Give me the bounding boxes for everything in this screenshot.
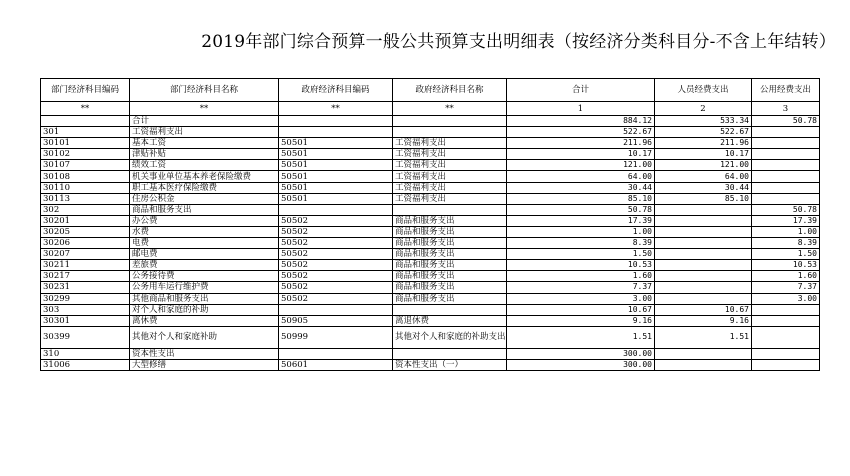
cell-gov-code <box>279 304 393 315</box>
header-cell: 政府经济科目编码 <box>279 79 393 102</box>
cell-code: 30107 <box>41 160 130 171</box>
cell-personnel <box>655 260 752 271</box>
cell-public <box>752 359 820 370</box>
cell-code: 30110 <box>41 182 130 193</box>
marker-cell: ** <box>393 102 507 116</box>
cell-name: 对个人和家庭的补助 <box>130 304 279 315</box>
table-row <box>41 149 820 160</box>
cell-total: 211.96 <box>507 138 655 149</box>
cell-gov-name: 商品和服务支出 <box>393 293 507 304</box>
cell-total: 1.51 <box>507 326 655 348</box>
table-row <box>41 238 820 249</box>
table-row <box>41 282 820 293</box>
cell-name: 津贴补贴 <box>130 149 279 160</box>
cell-total: 8.39 <box>507 238 655 249</box>
cell-code: 30211 <box>41 260 130 271</box>
cell-public <box>752 127 820 138</box>
cell-personnel: 10.67 <box>655 304 752 315</box>
cell-personnel: 10.17 <box>655 149 752 160</box>
cell-code: 30201 <box>41 215 130 226</box>
cell-gov-code: 50502 <box>279 249 393 260</box>
cell-gov-name <box>393 304 507 315</box>
cell-code: 30108 <box>41 171 130 182</box>
cell-gov-code: 50502 <box>279 282 393 293</box>
cell-name: 基本工资 <box>130 138 279 149</box>
cell-public: 17.39 <box>752 215 820 226</box>
cell-code: 30301 <box>41 315 130 326</box>
cell-total: 85.10 <box>507 193 655 204</box>
cell-total: 121.00 <box>507 160 655 171</box>
cell-gov-code <box>279 127 393 138</box>
cell-public: 10.53 <box>752 260 820 271</box>
cell-personnel: 9.16 <box>655 315 752 326</box>
cell-code: 30207 <box>41 249 130 260</box>
cell-code: 30217 <box>41 271 130 282</box>
cell-code: 30101 <box>41 138 130 149</box>
table-row <box>41 304 820 315</box>
cell-total: 300.00 <box>507 348 655 359</box>
cell-personnel <box>655 215 752 226</box>
cell-name: 商品和服务支出 <box>130 204 279 215</box>
table-row <box>41 293 820 304</box>
cell-total: 30.44 <box>507 182 655 193</box>
cell-name: 电费 <box>130 238 279 249</box>
cell-total: 10.53 <box>507 260 655 271</box>
marker-cell: ** <box>41 102 130 116</box>
cell-name: 其他商品和服务支出 <box>130 293 279 304</box>
cell-code: 30231 <box>41 282 130 293</box>
cell-personnel <box>655 271 752 282</box>
cell-gov-name: 工资福利支出 <box>393 160 507 171</box>
cell-name: 合计 <box>130 116 279 127</box>
cell-personnel: 1.51 <box>655 326 752 348</box>
table-body <box>41 79 820 371</box>
cell-gov-code: 50905 <box>279 315 393 326</box>
cell-gov-code: 50999 <box>279 326 393 348</box>
cell-public <box>752 315 820 326</box>
cell-public <box>752 171 820 182</box>
cell-gov-name: 商品和服务支出 <box>393 226 507 237</box>
marker-cell: 2 <box>655 102 752 116</box>
cell-personnel: 64.00 <box>655 171 752 182</box>
header-cell: 人员经费支出 <box>655 79 752 102</box>
header-cell: 部门经济科目编码 <box>41 79 130 102</box>
table-row <box>41 249 820 260</box>
cell-name: 差旅费 <box>130 260 279 271</box>
cell-gov-name <box>393 204 507 215</box>
table-row <box>41 204 820 215</box>
table-row <box>41 127 820 138</box>
cell-gov-name: 工资福利支出 <box>393 182 507 193</box>
cell-gov-name: 工资福利支出 <box>393 138 507 149</box>
cell-gov-name: 商品和服务支出 <box>393 249 507 260</box>
cell-code <box>41 116 130 127</box>
table-row <box>41 116 820 127</box>
cell-name: 办公费 <box>130 215 279 226</box>
cell-public: 50.78 <box>752 204 820 215</box>
cell-gov-name: 工资福利支出 <box>393 149 507 160</box>
cell-code: 303 <box>41 304 130 315</box>
cell-code: 30102 <box>41 149 130 160</box>
cell-gov-name: 离退休费 <box>393 315 507 326</box>
cell-personnel <box>655 359 752 370</box>
cell-personnel <box>655 226 752 237</box>
cell-gov-name <box>393 348 507 359</box>
cell-gov-name: 商品和服务支出 <box>393 238 507 249</box>
cell-personnel: 30.44 <box>655 182 752 193</box>
cell-total: 50.78 <box>507 204 655 215</box>
cell-personnel <box>655 293 752 304</box>
cell-total: 17.39 <box>507 215 655 226</box>
cell-gov-code: 50601 <box>279 359 393 370</box>
cell-code: 30399 <box>41 326 130 348</box>
cell-personnel <box>655 204 752 215</box>
marker-cell: 3 <box>752 102 820 116</box>
table-row <box>41 348 820 359</box>
marker-row <box>41 102 820 116</box>
cell-gov-name <box>393 127 507 138</box>
table-row <box>41 315 820 326</box>
cell-gov-code: 50501 <box>279 171 393 182</box>
cell-public <box>752 193 820 204</box>
cell-code: 30113 <box>41 193 130 204</box>
cell-name: 其他对个人和家庭补助 <box>130 326 279 348</box>
cell-public: 3.00 <box>752 293 820 304</box>
cell-code: 30299 <box>41 293 130 304</box>
cell-personnel: 85.10 <box>655 193 752 204</box>
cell-public <box>752 138 820 149</box>
cell-gov-code: 50502 <box>279 260 393 271</box>
cell-code: 310 <box>41 348 130 359</box>
cell-gov-name: 工资福利支出 <box>393 193 507 204</box>
cell-public: 1.00 <box>752 226 820 237</box>
cell-total: 1.60 <box>507 271 655 282</box>
cell-total: 300.00 <box>507 359 655 370</box>
cell-total: 64.00 <box>507 171 655 182</box>
cell-gov-name: 商品和服务支出 <box>393 271 507 282</box>
marker-cell: ** <box>130 102 279 116</box>
table-row <box>41 260 820 271</box>
cell-name: 邮电费 <box>130 249 279 260</box>
table-row <box>41 193 820 204</box>
cell-total: 7.37 <box>507 282 655 293</box>
table-row <box>41 215 820 226</box>
header-cell: 公用经费支出 <box>752 79 820 102</box>
cell-name: 资本性支出 <box>130 348 279 359</box>
cell-gov-name: 商品和服务支出 <box>393 215 507 226</box>
table-row <box>41 160 820 171</box>
cell-name: 大型修缮 <box>130 359 279 370</box>
cell-personnel: 121.00 <box>655 160 752 171</box>
table-row <box>41 171 820 182</box>
marker-cell: 1 <box>507 102 655 116</box>
cell-total: 10.17 <box>507 149 655 160</box>
cell-personnel: 211.96 <box>655 138 752 149</box>
expenditure-table <box>40 78 820 371</box>
cell-total: 3.00 <box>507 293 655 304</box>
cell-total: 884.12 <box>507 116 655 127</box>
table-row <box>41 359 820 370</box>
cell-gov-code: 50501 <box>279 193 393 204</box>
table-row <box>41 138 820 149</box>
cell-total: 9.16 <box>507 315 655 326</box>
cell-name: 公务用车运行维护费 <box>130 282 279 293</box>
cell-gov-name <box>393 116 507 127</box>
cell-gov-code: 50501 <box>279 160 393 171</box>
cell-total: 1.00 <box>507 226 655 237</box>
table-row <box>41 326 820 348</box>
cell-code: 302 <box>41 204 130 215</box>
cell-public: 8.39 <box>752 238 820 249</box>
cell-public <box>752 160 820 171</box>
cell-public: 7.37 <box>752 282 820 293</box>
cell-public <box>752 326 820 348</box>
cell-gov-name: 其他对个人和家庭的补助支出 <box>393 326 507 348</box>
marker-cell: ** <box>279 102 393 116</box>
cell-public: 50.78 <box>752 116 820 127</box>
cell-name: 离休费 <box>130 315 279 326</box>
cell-gov-code: 50502 <box>279 271 393 282</box>
header-row <box>41 79 820 102</box>
cell-gov-code <box>279 348 393 359</box>
page-title: 2019年部门综合预算一般公共预算支出明细表（按经济分类科目分-不含上年结转） <box>201 32 836 52</box>
cell-name: 公务接待费 <box>130 271 279 282</box>
cell-personnel: 533.34 <box>655 116 752 127</box>
cell-gov-code: 50502 <box>279 293 393 304</box>
cell-name: 水费 <box>130 226 279 237</box>
cell-gov-code: 50501 <box>279 149 393 160</box>
cell-gov-name: 工资福利支出 <box>393 171 507 182</box>
cell-name: 住房公积金 <box>130 193 279 204</box>
cell-public: 1.50 <box>752 249 820 260</box>
cell-name: 机关事业单位基本养老保险缴费 <box>130 171 279 182</box>
cell-gov-code: 50502 <box>279 215 393 226</box>
cell-gov-code <box>279 204 393 215</box>
cell-name: 职工基本医疗保险缴费 <box>130 182 279 193</box>
cell-name: 绩效工资 <box>130 160 279 171</box>
cell-public <box>752 304 820 315</box>
header-cell: 合计 <box>507 79 655 102</box>
cell-code: 31006 <box>41 359 130 370</box>
cell-total: 522.67 <box>507 127 655 138</box>
cell-gov-code: 50502 <box>279 238 393 249</box>
cell-public: 1.60 <box>752 271 820 282</box>
cell-gov-code: 50501 <box>279 138 393 149</box>
cell-personnel <box>655 282 752 293</box>
cell-gov-name: 商品和服务支出 <box>393 260 507 271</box>
cell-total: 1.50 <box>507 249 655 260</box>
table-row <box>41 226 820 237</box>
cell-personnel <box>655 249 752 260</box>
cell-personnel <box>655 348 752 359</box>
cell-personnel <box>655 238 752 249</box>
table-row <box>41 182 820 193</box>
cell-public <box>752 182 820 193</box>
cell-gov-name: 商品和服务支出 <box>393 282 507 293</box>
header-cell: 部门经济科目名称 <box>130 79 279 102</box>
cell-public <box>752 348 820 359</box>
cell-code: 301 <box>41 127 130 138</box>
table-row <box>41 271 820 282</box>
header-cell: 政府经济科目名称 <box>393 79 507 102</box>
cell-code: 30205 <box>41 226 130 237</box>
cell-gov-code <box>279 116 393 127</box>
cell-code: 30206 <box>41 238 130 249</box>
cell-gov-code: 50502 <box>279 226 393 237</box>
cell-name: 工资福利支出 <box>130 127 279 138</box>
cell-gov-name: 资本性支出（一） <box>393 359 507 370</box>
cell-gov-code: 50501 <box>279 182 393 193</box>
cell-personnel: 522.67 <box>655 127 752 138</box>
cell-public <box>752 149 820 160</box>
cell-total: 10.67 <box>507 304 655 315</box>
